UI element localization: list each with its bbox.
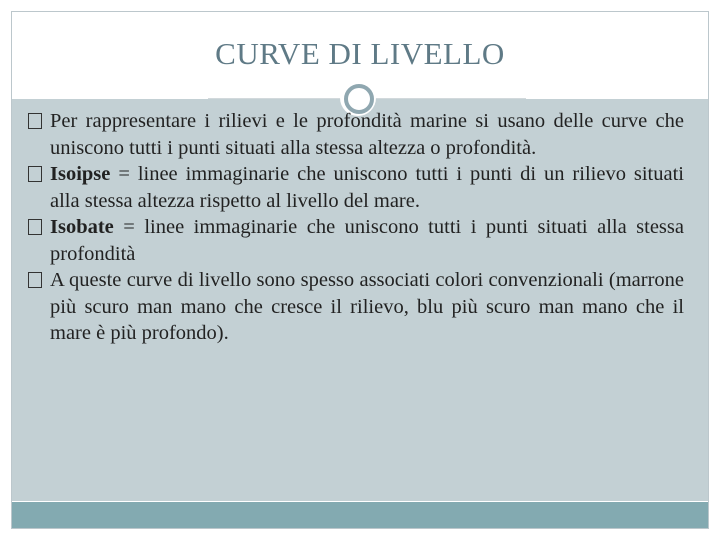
bullet-text: Per rappresentare i rilievi e le profondità marine si usano delle curve che uniscono tutti i punti situati alla stessa altezza o profondità. <box>50 110 684 159</box>
bullet-box-icon <box>28 272 42 288</box>
bullet-box-icon <box>28 219 42 235</box>
bullet-box-icon <box>28 166 42 182</box>
bullet-text: A queste curve di livello sono spesso associati colori convenzionali (marrone più scuro man mano che cresce il rilievo, blu più scuro man mano che il mare è più profondo). <box>50 269 684 344</box>
bullet-item <box>28 108 684 161</box>
footer-bar <box>12 502 708 528</box>
bullet-item <box>28 161 684 214</box>
bullet-item <box>28 267 684 347</box>
bullet-box-icon <box>28 113 42 129</box>
bullet-item <box>28 214 684 267</box>
slide-title: CURVE DI LIVELLO <box>215 36 505 71</box>
bullet-text: = linee immaginarie che uniscono tutti i punti di un rilievo situati alla stessa altezza rispetto al livello del mare. <box>50 163 684 212</box>
bullet-text: = linee immaginarie che uniscono tutti i punti situati alla stessa profondità <box>50 216 684 265</box>
bullet-term: Isoipse <box>50 163 111 185</box>
bullet-list <box>28 108 684 347</box>
bullet-term: Isobate <box>50 216 114 238</box>
